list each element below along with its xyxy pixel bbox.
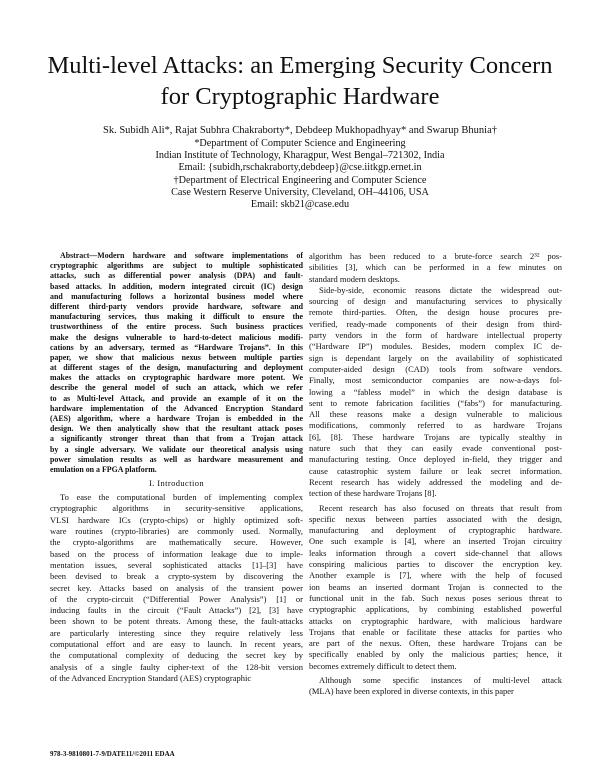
body-paragraph	[309, 503, 562, 672]
body-line: modifications, commonly referred to as hardware Trojans	[309, 420, 562, 431]
body-line: lowing a “fabless model” in which the design database is	[309, 386, 562, 397]
intro-line: computational effort and are easy to launch. In recent years,	[50, 638, 303, 649]
body-line: conspiring malicious parties to discover the encryption key.	[309, 559, 562, 570]
left-column	[50, 251, 303, 684]
body-line: nature such that they can easily evade conventional post-	[309, 443, 562, 454]
abstract-line: describe the general model of such an attack, which we refer	[50, 383, 303, 393]
abstract-line: based attacks. In addition, modern integrated circuit (IC) design	[50, 281, 303, 291]
affiliation-line: Indian Institute of Technology, Kharagpur, West Bengal–721302, India	[155, 150, 445, 162]
copyright-footer: 978-3-9810801-7-9/DATE11/©2011 EDAA	[50, 750, 175, 758]
title-line: for Cryptographic Hardware	[160, 83, 440, 110]
body-line: All these reasons make a design vulnerable to malicious	[309, 409, 562, 420]
abstract-line: at different stages of the design, manufacturing and deployment	[50, 363, 303, 373]
right-column	[309, 251, 562, 698]
abstract-line: hardware implementation of the Advanced Encryption Standard	[50, 403, 303, 413]
abstract-line: cations by an adversary, termed as “Hardware Trojans”. In this	[50, 342, 303, 352]
intro-line: are particularly interesting since they require relatively less	[50, 627, 303, 638]
body-line: party vendors in the form of hardware intellectual property	[309, 330, 562, 341]
body-line: standard modern desktops.	[309, 273, 400, 284]
body-paragraph	[309, 675, 562, 698]
body-line: cause catastrophic system failure or leak secret information.	[309, 465, 562, 476]
abstract-line: manufacturing services, thus making it difficult to ensure the	[50, 312, 303, 322]
body-line: computer-aided design (CAD) tools from software vendors.	[309, 363, 562, 374]
email-line: Email: skb21@case.edu	[250, 199, 350, 211]
email-line: Email: {subidh,rschakraborty,debdeep}@cse.iitkgp.ernet.in	[178, 162, 422, 174]
body-line: ion beams an inserted dormant Trojan is connected to the	[309, 581, 562, 592]
abstract-line: power simulation results as well as hardware measurement and	[50, 454, 303, 464]
intro-line: been shown to be potent threats. Among these, the fault-attacks	[50, 616, 303, 627]
intro-line: VLSI hardware ICs (crypto-chips) or highly optimized soft-	[50, 514, 303, 525]
body-line: remote third-parties. Often, the design house procures pre-	[309, 307, 562, 318]
body-line: [6], [8]. These hardware Trojans are typically stealthy in	[309, 431, 562, 442]
intro-line: the crypto-algorithms are mathematically secure. However,	[50, 537, 303, 548]
intro-line: secret key. Attacks based on analysis of the transient power	[50, 582, 303, 593]
body-paragraph	[309, 251, 562, 285]
paper-title	[30, 50, 570, 112]
body-line: Finally, most semiconductor companies are now-a-days fol-	[309, 375, 562, 386]
body-line: One such example is [4], where an inserted Trojan circuitry	[309, 536, 562, 547]
intro-line: of the crypto-circuit (“Differential Power Analysis”) [1] or	[50, 593, 303, 604]
abstract	[50, 251, 303, 475]
abstract-line: Abstract—Modern hardware and software implementations of	[60, 251, 303, 260]
abstract-line: trustworthiness of the entire process. Such business practices	[50, 322, 303, 332]
abstract-line: and manufacturing follows a horizontal business model where	[50, 291, 303, 301]
author-block	[40, 125, 560, 212]
body-line: Another example is [7], where with the help of focused	[309, 570, 562, 581]
body-line: are part of the nexus. Often, these hardware Trojans can be	[309, 638, 562, 649]
intro-line: been devised to break a crypto-system by discovering the	[50, 571, 303, 582]
affiliation-line: Case Western Reserve University, Cleveland, OH–44106, USA	[171, 186, 429, 198]
body-line: sign is dependant largely on the availability of sophisticated	[309, 352, 562, 363]
section-heading: I. Introduction	[148, 478, 205, 489]
abstract-line: (AES) algorithm, where a hardware Trojan is embedded in the	[50, 414, 303, 423]
title-line: Multi-level Attacks: an Emerging Security Concern	[47, 52, 553, 79]
intro-line: mentation issues, several sophisticated attacks [1]–[3] have	[50, 559, 303, 570]
abstract-line: emulation on a FPGA platform.	[50, 464, 157, 474]
abstract-line: a significantly stronger threat than that from a Trojan attack	[50, 434, 303, 444]
body-line: sent to remote fabrication facilities (“fabs”) for manufacturing.	[309, 397, 562, 408]
abstract-line: cryptographic algorithms are subject to multiple sophisticated	[50, 261, 303, 271]
body-line: specific nexus between parties associated with the design,	[309, 513, 562, 524]
abstract-line: design. We then analytically show that the resultant attack poses	[50, 424, 303, 434]
body-line: specifically enabled by only the malicious parties; hence, it	[309, 649, 562, 660]
intro-line: inducing faults in the circuit (“Fault Attacks”) [2], [3] have	[50, 605, 303, 616]
body-line: tection of these hardware Trojans [8].	[309, 488, 437, 499]
intro-line: of the Advanced Encryption Standard (AES) cryptographic	[50, 672, 252, 683]
body-line: becomes extremely difficult to detect them.	[309, 660, 457, 671]
affiliation-line: †Department of Electrical Engineering and Computer Science	[173, 174, 427, 186]
abstract-line: to as Multi-level Attack, and provide an example of it on the	[50, 393, 303, 403]
affiliation-line: *Department of Computer Science and Engineering	[194, 137, 406, 149]
abstract-line: makes the attacks on cryptographic hardware more potent. We	[50, 373, 303, 383]
body-line: sibilities [3], which can be performed in a few minutes on	[309, 262, 562, 273]
abstract-line: by a single adversary. We validate our theoretical analysis using	[50, 444, 303, 454]
intro-line: cryptographic algorithms in security-sensitive applications,	[50, 503, 303, 514]
abstract-line: paper, we show that malicious nexus between multiple parties	[50, 352, 303, 362]
body-line: Recent research has widely addressed the modeling and de-	[309, 476, 562, 487]
body-line: Side-by-side, economic reasons dictate the widespread out-	[319, 284, 562, 295]
body-line: sourcing of design and manufacturing services to physically	[309, 296, 562, 307]
body-line: manufacturing and deployment of cryptographic hardware.	[309, 525, 562, 536]
body-line: cryptographic applications, by combining established powerful	[309, 604, 562, 615]
body-line: manufacturing testing. Once deployed in-field, they trigger and	[309, 454, 562, 465]
body-line: Recent research has also focused on threats that result from	[319, 502, 562, 513]
body-line: attacks on cryptographic hardware, with malicious hardware	[309, 615, 562, 626]
body-line: Although some specific instances of multi-level attack	[319, 674, 562, 685]
intro-paragraph	[50, 492, 303, 684]
intro-line: To ease the computational burden of implementing complex	[60, 492, 303, 503]
intro-line: the computational complexity of deducing the secret key by	[50, 650, 303, 661]
body-paragraph	[309, 285, 562, 500]
abstract-line: attacks, such as differential power analysis (DPA) and fault-	[50, 271, 303, 281]
intro-line: ware routines (crypto-libraries) are commonly used. Normally,	[50, 526, 303, 537]
body-line: leaks information through a covert side-channel that allows	[309, 547, 562, 558]
body-line: verified, ready-made components of their design from third-	[309, 318, 562, 329]
body-line: Trojans that enable or facilitate these attacks for parties who	[309, 626, 562, 637]
intro-line: analysis of a single faulty cipher-text of the 128-bit version	[50, 661, 303, 672]
abstract-line: different third-party vendors provide hardware, software and	[50, 301, 303, 311]
intro-line: based on the process of information leakage due to imple-	[50, 548, 303, 559]
author-names: Sk. Subidh Ali*, Rajat Subhra Chakraborty*, Debdeep Mukhopadhyay* and Swarup Bhunia†	[103, 125, 497, 136]
body-line: (“Hardware IP”) modules. Besides, modern complex IC de-	[309, 341, 562, 352]
body-line: functional unit in the fab. Such nexus poses serious threat to	[309, 592, 562, 603]
body-line: algorithm has been reduced to a brute-force search 2³² pos-	[309, 251, 562, 261]
abstract-line: make the designs vulnerable to hard-to-detect malicious modifi-	[50, 332, 303, 342]
body-line: (MLA) have been explored in diverse contexts, in this paper	[309, 686, 514, 697]
